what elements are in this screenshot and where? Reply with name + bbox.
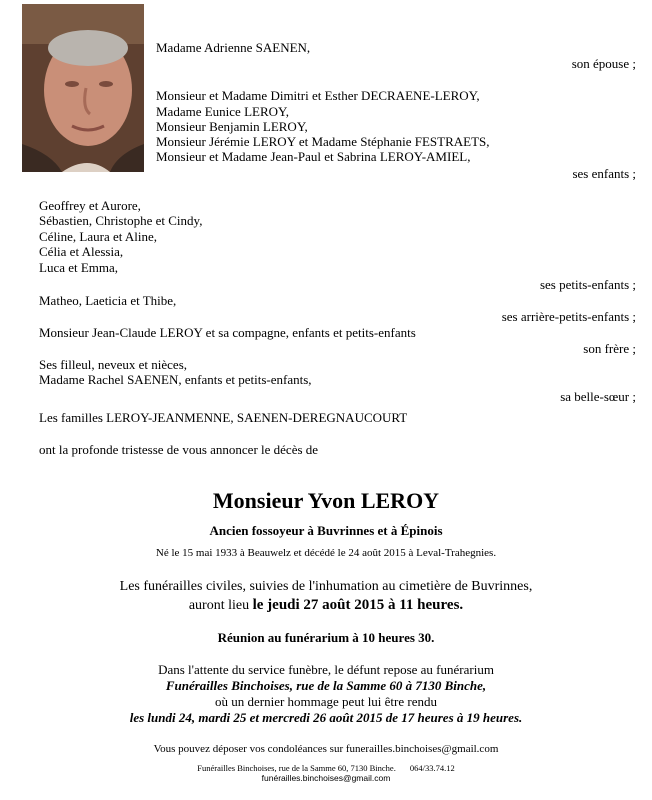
grandchildren-role: ses petits-enfants ;: [539, 277, 636, 292]
deceased-photo: [22, 4, 144, 172]
wake-line-1: Dans l'attente du service funèbre, le défunt repose au funérarium: [158, 662, 494, 677]
footer-phone: 064/33.74.12: [409, 763, 455, 773]
relatives-line: Ses filleul, neveux et nièces,: [39, 357, 188, 372]
wake-line-3: où un dernier hommage peut lui être rendu: [214, 694, 437, 709]
children-role: ses enfants ;: [572, 166, 636, 181]
portrait-image: [22, 4, 144, 172]
funeral-line-2: [0, 596, 652, 615]
child-line: Monsieur Benjamin LEROY,: [156, 119, 308, 134]
grandchild-line: Céline, Laura et Aline,: [39, 229, 158, 244]
spouse-role: son épouse ;: [571, 56, 636, 71]
wake-line-4: les lundi 24, mardi 25 et mercredi 26 août 2015 de 17 heures à 19 heures.: [129, 710, 523, 725]
grandchild-line: Célia et Alessia,: [39, 244, 124, 259]
announcement-line: ont la profonde tristesse de vous annoncer le décès de: [39, 442, 319, 457]
condolences-email[interactable]: funerailles.binchoises@gmail.com: [345, 743, 499, 755]
great-grandchildren-line: Matheo, Laeticia et Thibe,: [39, 293, 177, 308]
funeral-line-1: Les funérailles civiles, suivies de l'inhumation au cimetière de Buvrinnes,: [119, 579, 533, 594]
deceased-title: Ancien fossoyeur à Buvrinnes et à Épinois: [209, 523, 443, 538]
child-line: Monsieur et Madame Jean-Paul et Sabrina LEROY-AMIEL,: [156, 149, 471, 164]
child-line: Monsieur Jérémie LEROY et Madame Stéphanie FESTRAETS,: [156, 134, 490, 149]
child-line: Madame Eunice LEROY,: [156, 104, 289, 119]
families-line: Les familles LEROY-JEANMENNE, SAENEN-DEREGNAUCOURT: [39, 410, 408, 425]
funeral-date-time: le jeudi 27 août 2015 à 11 heures.: [252, 597, 464, 613]
grandchild-line: Sébastien, Christophe et Cindy,: [39, 213, 203, 228]
wake-line-2: Funérailles Binchoises, rue de la Samme 60 à 7130 Binche,: [165, 678, 487, 693]
relatives-line: Madame Rachel SAENEN, enfants et petits-enfants,: [39, 372, 312, 387]
funeral-line-2-prefix: auront lieu: [188, 598, 253, 613]
condolences-prefix: Vous pouvez déposer vos condoléances sur: [153, 743, 346, 755]
footer-address: Funérailles Binchoises, rue de la Samme 60, 7130 Binche.: [197, 763, 396, 773]
brother-line: Monsieur Jean-Claude LEROY et sa compagne, enfants et petits-enfants: [39, 325, 416, 340]
deceased-name: Monsieur Yvon LEROY: [212, 488, 440, 513]
footer-email[interactable]: funérailles.binchoises@gmail.com: [261, 773, 391, 783]
grandchild-line: Geoffrey et Aurore,: [39, 198, 141, 213]
sister-in-law-role: sa belle-sœur ;: [560, 389, 636, 404]
child-line: Monsieur et Madame Dimitri et Esther DECRAENE-LEROY,: [156, 88, 480, 103]
footer-address-line: [0, 763, 652, 773]
spouse-name: Madame Adrienne SAENEN,: [156, 40, 311, 55]
condolences-line: [0, 743, 652, 756]
great-grandchildren-role: ses arrière-petits-enfants ;: [501, 309, 636, 324]
brother-role: son frère ;: [583, 341, 636, 356]
meeting-line: Réunion au funérarium à 10 heures 30.: [217, 630, 435, 645]
deceased-dates: Né le 15 mai 1933 à Beauwelz et décédé le 24 août 2015 à Leval-Trahegnies.: [155, 547, 497, 559]
grandchild-line: Luca et Emma,: [39, 260, 119, 275]
